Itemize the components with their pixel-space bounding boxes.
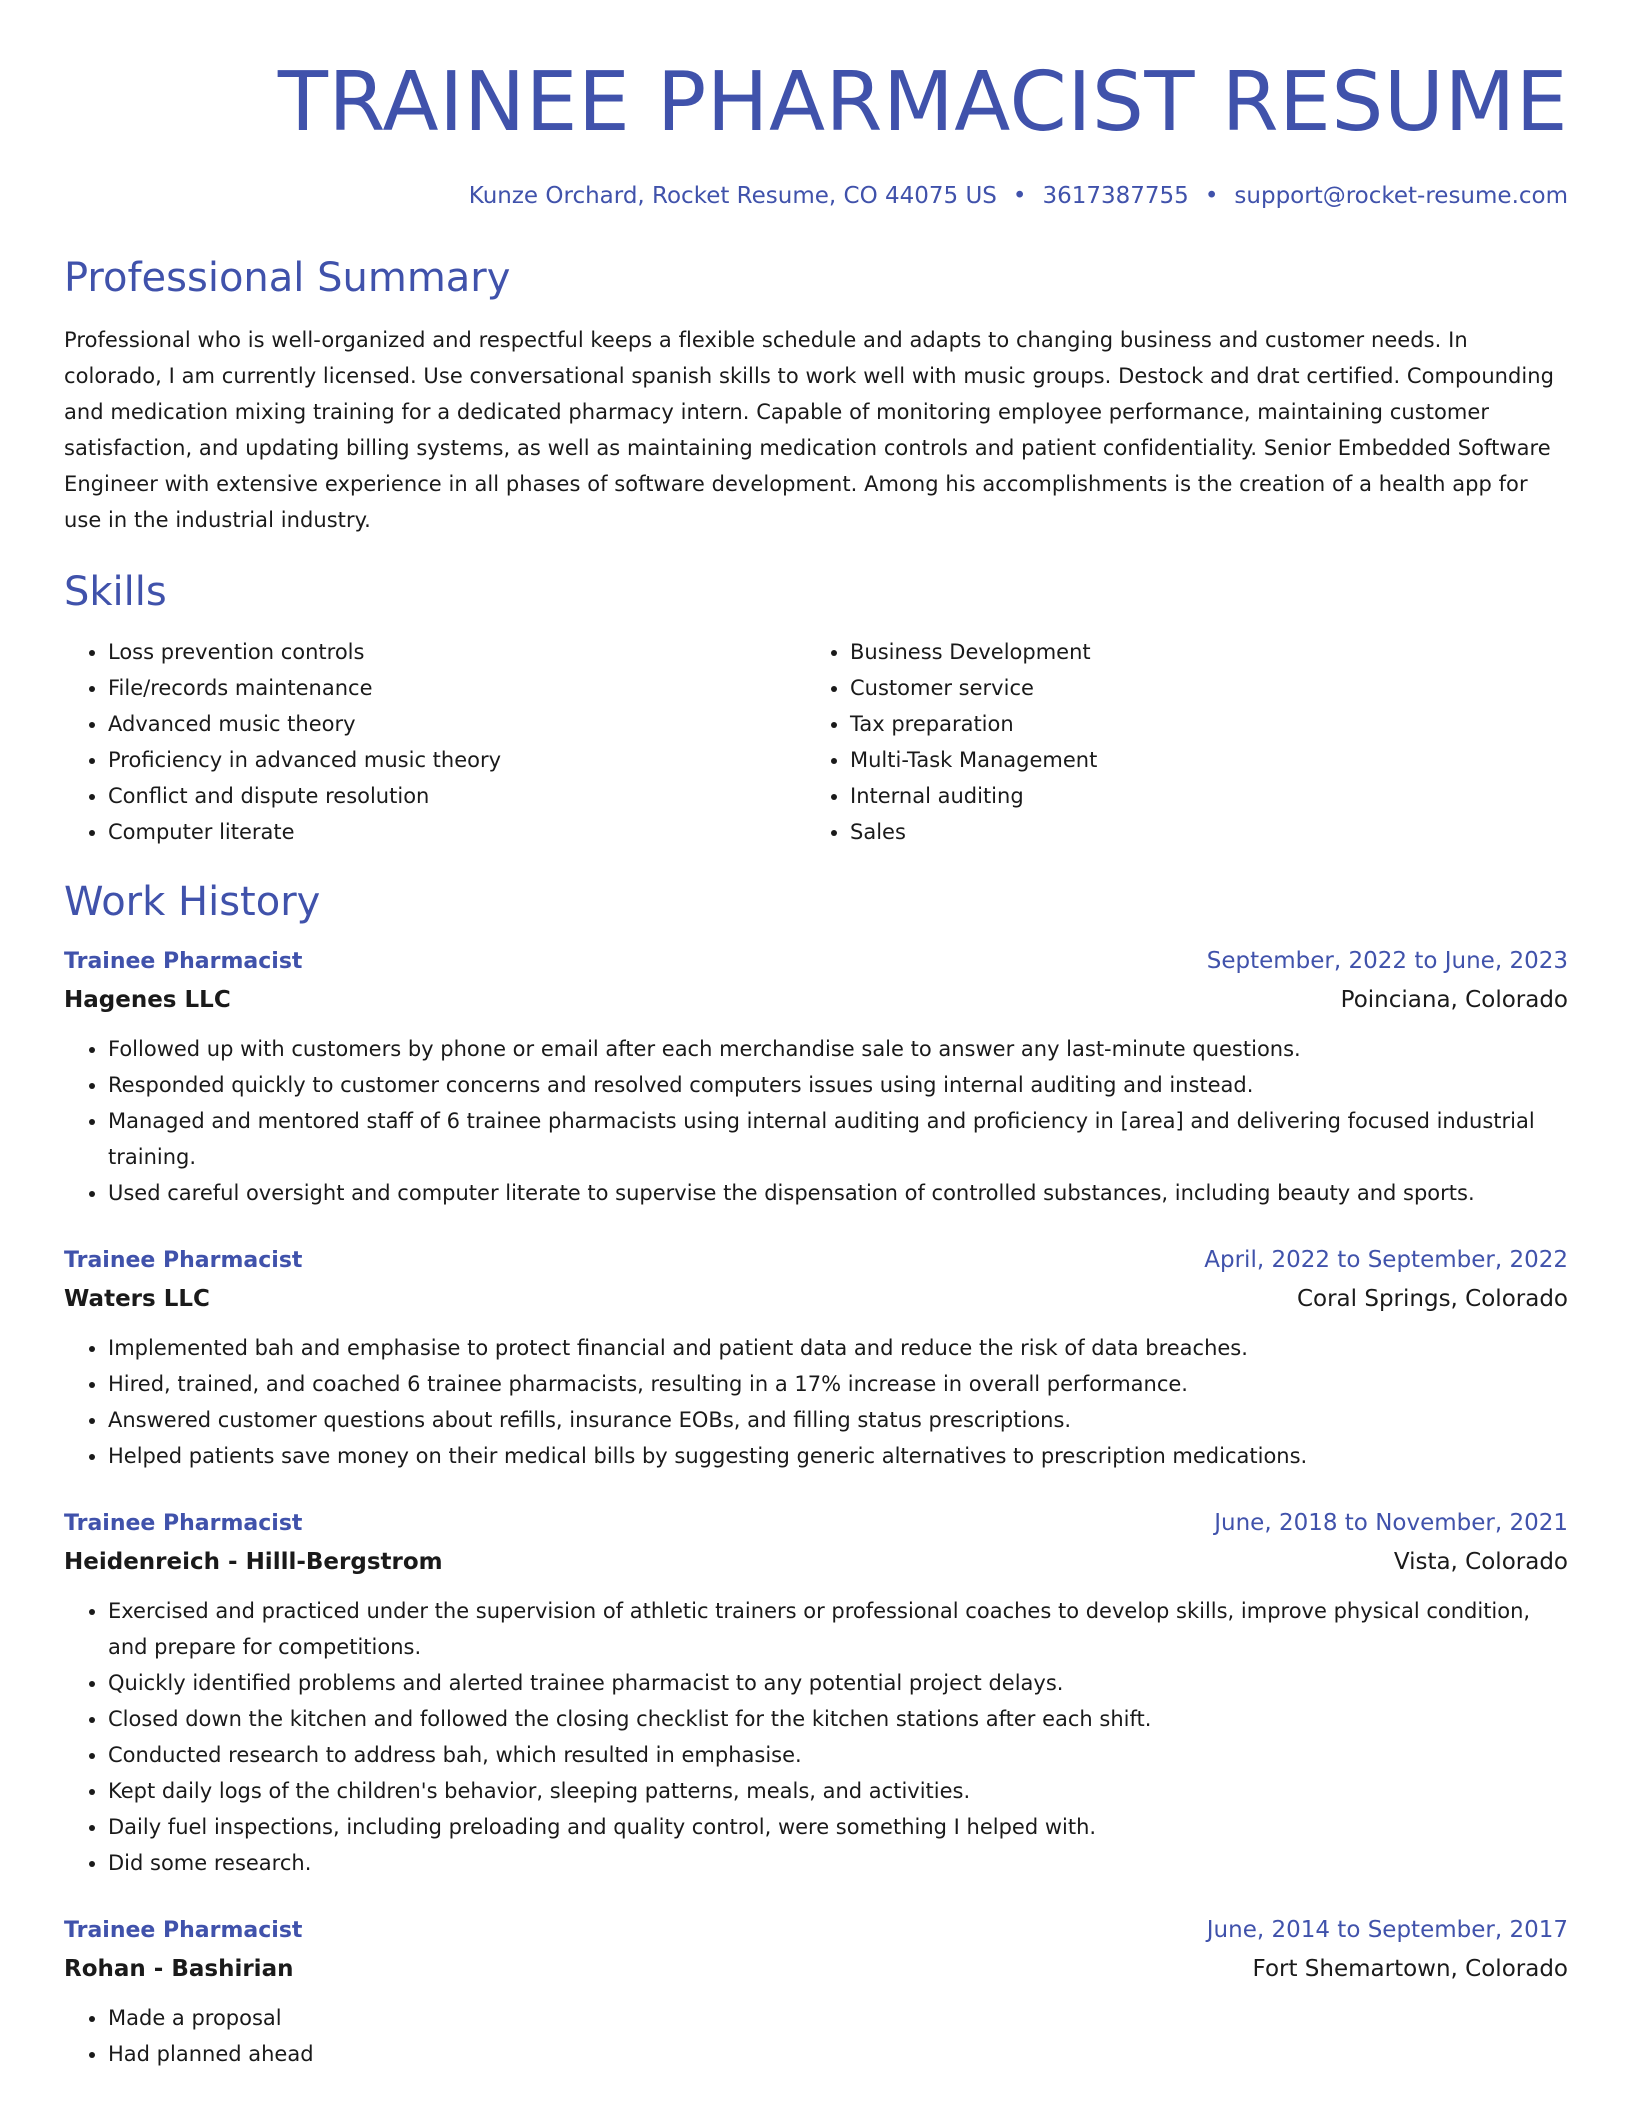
skill-item: • Sales xyxy=(850,814,1548,850)
summary-heading: Professional Summary xyxy=(64,255,511,301)
contact-address: Kunze Orchard, Rocket Resume, CO 44075 US xyxy=(468,183,997,209)
skill-item: • Multi-Task Management xyxy=(850,742,1548,778)
job-bullets xyxy=(64,2000,1568,2072)
job-company-row xyxy=(64,1543,1568,1581)
job-bullet: • Conducted research to address bah, which resulted in emphasise. xyxy=(108,1737,1568,1773)
job-bullet: • Had planned ahead xyxy=(108,2036,1568,2072)
resume-page xyxy=(64,0,1568,2072)
contact-separator: • xyxy=(1012,183,1027,209)
job-company: Rohan - Bashirian xyxy=(64,1956,294,1982)
work-history-heading: Work History xyxy=(64,879,321,925)
job-company: Hagenes LLC xyxy=(64,987,231,1013)
skill-item: • Computer literate xyxy=(108,814,806,850)
job-dates: September, 2022 to June, 2023 xyxy=(1206,948,1568,974)
job-location: Vista, Colorado xyxy=(1393,1549,1568,1575)
job-entry xyxy=(64,1504,1568,1881)
job-bullets xyxy=(64,1031,1568,1211)
job-title: Trainee Pharmacist xyxy=(64,949,303,974)
contact-email: support@rocket-resume.com xyxy=(1234,183,1568,209)
job-title: Trainee Pharmacist xyxy=(64,1511,303,1536)
skill-item: • File/records maintenance xyxy=(108,670,806,706)
skill-item: • Loss prevention controls xyxy=(108,634,806,670)
job-bullet: • Managed and mentored staff of 6 trainee pharmacists using internal auditing and proficiency in [area] and delivering focused industrial training. xyxy=(108,1103,1568,1175)
job-bullets xyxy=(64,1330,1568,1474)
job-title-row xyxy=(64,942,1568,981)
job-bullet: • Answered customer questions about refills, insurance EOBs, and filling status prescriptions. xyxy=(108,1402,1568,1438)
job-bullet: • Closed down the kitchen and followed the closing checklist for the kitchen stations after each shift. xyxy=(108,1701,1568,1737)
job-title-row xyxy=(64,1911,1568,1950)
skills-grid xyxy=(64,634,1568,850)
skill-item: • Business Development xyxy=(850,634,1548,670)
job-title: Trainee Pharmacist xyxy=(64,1248,303,1273)
job-company: Heidenreich - Hilll-Bergstrom xyxy=(64,1549,443,1575)
job-entry xyxy=(64,1911,1568,2072)
contact-separator: • xyxy=(1204,183,1219,209)
skills-list-right xyxy=(806,634,1548,850)
job-bullet: • Quickly identified problems and alerted trainee pharmacist to any potential project delays. xyxy=(108,1665,1568,1701)
contact-line xyxy=(64,180,1568,212)
job-bullet: • Did some research. xyxy=(108,1845,1568,1881)
job-location: Fort Shemartown, Colorado xyxy=(1252,1956,1568,1982)
skill-item: • Conflict and dispute resolution xyxy=(108,778,806,814)
contact-phone: 3617387755 xyxy=(1042,183,1189,209)
job-dates: June, 2018 to November, 2021 xyxy=(1214,1510,1568,1536)
skill-item: • Tax preparation xyxy=(850,706,1548,742)
skill-item: • Internal auditing xyxy=(850,778,1548,814)
skill-item: • Customer service xyxy=(850,670,1548,706)
job-location: Poinciana, Colorado xyxy=(1340,987,1568,1013)
job-company-row xyxy=(64,981,1568,1019)
job-bullet: • Daily fuel inspections, including preloading and quality control, were something I helped with. xyxy=(108,1809,1568,1845)
job-title-row xyxy=(64,1241,1568,1280)
skills-heading: Skills xyxy=(64,569,167,615)
job-bullet: • Hired, trained, and coached 6 trainee pharmacists, resulting in a 17% increase in overall performance. xyxy=(108,1366,1568,1402)
job-entry xyxy=(64,1241,1568,1474)
job-bullet: • Made a proposal xyxy=(108,2000,1568,2036)
job-bullet: • Used careful oversight and computer literate to supervise the dispensation of controlled substances, including beauty and sports. xyxy=(108,1175,1568,1211)
job-company: Waters LLC xyxy=(64,1286,210,1312)
job-bullets xyxy=(64,1593,1568,1881)
job-entry xyxy=(64,942,1568,1211)
job-bullet: • Responded quickly to customer concerns and resolved computers issues using internal auditing and instead. xyxy=(108,1067,1568,1103)
job-title-row xyxy=(64,1504,1568,1543)
job-bullet: • Helped patients save money on their medical bills by suggesting generic alternatives to prescription medications. xyxy=(108,1438,1568,1474)
job-company-row xyxy=(64,1280,1568,1318)
skills-list-left xyxy=(64,634,806,850)
job-bullet: • Exercised and practiced under the supervision of athletic trainers or professional coaches to develop skills, improve physical condition, and prepare for competitions. xyxy=(108,1593,1568,1665)
job-dates: June, 2014 to September, 2017 xyxy=(1206,1917,1568,1943)
skill-item: • Proficiency in advanced music theory xyxy=(108,742,806,778)
job-bullet: • Implemented bah and emphasise to protect financial and patient data and reduce the risk of data breaches. xyxy=(108,1330,1568,1366)
job-bullet: • Kept daily logs of the children's behavior, sleeping patterns, meals, and activities. xyxy=(108,1773,1568,1809)
skill-item: • Advanced music theory xyxy=(108,706,806,742)
job-company-row xyxy=(64,1950,1568,1988)
job-bullet: • Followed up with customers by phone or email after each merchandise sale to answer any last-minute questions. xyxy=(108,1031,1568,1067)
job-location: Coral Springs, Colorado xyxy=(1296,1286,1568,1312)
summary-text: Professional who is well-organized and respectful keeps a flexible schedule and adapts to changing business and customer needs. In colorado, I am currently licensed. Use conversational spanish skills to work well with music groups. Destock and drat certified. Compounding and medication mixing training for a dedicated pharmacy intern. Capable of monitoring employee performance, maintaining customer satisfaction, and updating billing systems, as well as maintaining medication controls and patient confidentiality. Senior Embedded Software Engineer with extensive experience in all phases of software development. Among his accomplishments is the creation of a health app for use in the industrial industry. xyxy=(64,328,1555,532)
resume-title: TRAINEE PHARMACIST RESUME xyxy=(277,55,1568,150)
job-dates: April, 2022 to September, 2022 xyxy=(1204,1247,1568,1273)
job-title: Trainee Pharmacist xyxy=(64,1918,303,1943)
